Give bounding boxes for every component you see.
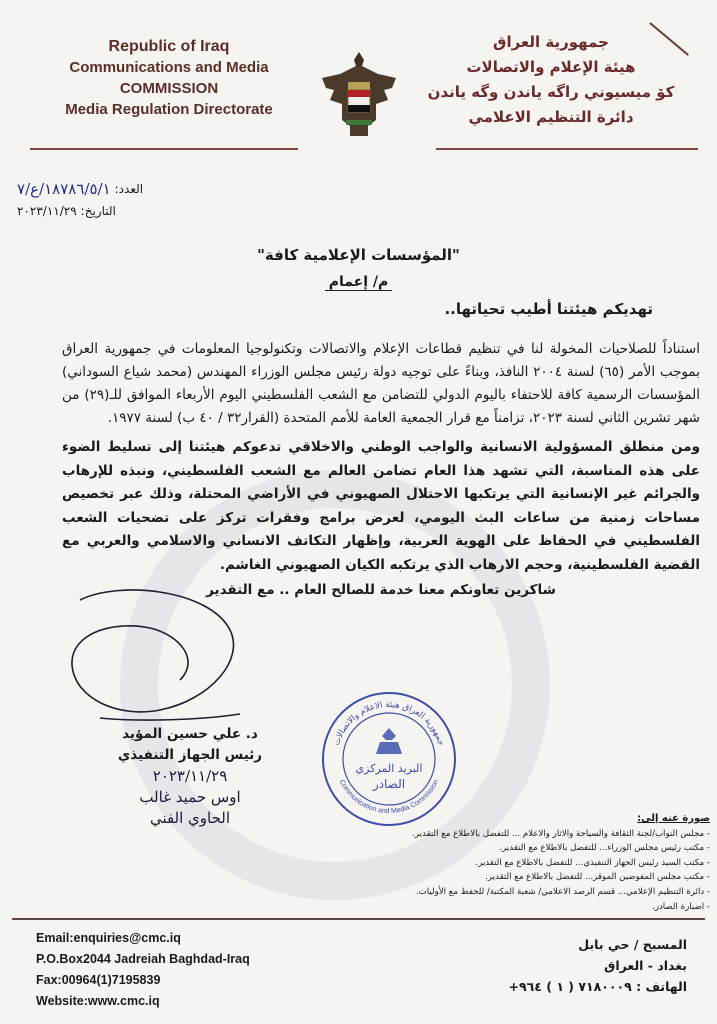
header-rule-right	[436, 148, 698, 150]
footer-po-box: P.O.Box2044 Jadreiah Baghdad-Iraq	[36, 952, 250, 966]
reference-number-row	[17, 178, 197, 200]
header-en-line-3: COMMISSION	[119, 80, 219, 97]
stamp-center-2: الصادر	[372, 777, 406, 791]
footer-fax: Fax:00964(1)7195839	[36, 973, 161, 987]
reference-date-row	[17, 200, 197, 222]
reference-block	[17, 178, 197, 222]
number-label: العدد:	[114, 182, 144, 196]
addressee: "المؤسسات الإعلامية كافة"	[257, 246, 460, 264]
copy-to-item: - مكتب مجلس المفوضين الموقر... للتفضل بالاطلاع مع التقدير.	[485, 872, 710, 883]
header-en-line-1: Republic of Iraq	[108, 38, 230, 55]
header-en-line-4: Media Regulation Directorate	[65, 101, 273, 118]
copy-to-title: صورة عنه إلى:	[637, 813, 710, 824]
header-ar-line-4: دائرة التنظيم الاعلامي	[468, 108, 634, 126]
handwritten-date: ٢٠٢٣/١١/٢٩	[152, 767, 228, 785]
header-en-line-2: Communications and Media	[69, 59, 269, 76]
copy-to-item: - مكتب السيد رئيس الجهاز التنفيذي... للتفضل بالاطلاع مع التقدير.	[475, 857, 710, 868]
signature-scribble-icon	[60, 580, 250, 730]
signatory-title: رئيس الجهاز التنفيذي	[117, 747, 263, 763]
copy-to-item: - اضبارة الصادر.	[652, 901, 710, 912]
footer-english	[36, 928, 250, 1012]
header-arabic	[411, 30, 691, 130]
outgoing-stamp-icon	[320, 690, 458, 828]
footer-rule	[12, 918, 705, 920]
copy-to-list	[212, 812, 710, 914]
stamp-ring-bottom: Communication and Media Commission	[337, 778, 441, 816]
footer-arabic	[509, 934, 687, 997]
footer-phone: الهاتف : ٧١٨٠٠٠٩ ( ١ ) ٩٦٤+	[508, 979, 687, 994]
greeting: تهديكم هيئتنا أطيب تحياتها..	[444, 300, 653, 318]
copy-to-item: - دائرة التنظيم الإعلامي... قسم الرصد الاعلامي/ شعبة المكتبة/ للحفظ مع الأوليات.	[415, 886, 710, 897]
eagle-emblem-icon	[318, 44, 400, 144]
header-ar-line-2: هيئة الإعلام والاتصالات	[466, 58, 636, 76]
footer-address-line-2: بغداد - العراق	[604, 958, 687, 973]
footer-address-line-1: المسبح / حي بابل	[578, 937, 687, 952]
subject-text: م/ إعمام	[325, 274, 393, 291]
stamp-center-1: البريد المركزي	[355, 762, 423, 775]
header-ar-line-1: جمهورية العراق	[493, 33, 609, 51]
header-ar-line-3: كۆ ميسيوني راگه ياندن وگه ياندن	[427, 83, 675, 101]
copy-to-item: - مجلس النواب/لجنة الثقافة والسياحة والاثار والاعلام ... للتفضل بالاطلاع مع التقدير.	[412, 828, 710, 839]
copy-to-item: - مكتب رئيس مجلس الوزراء... للتفضل بالاطلاع مع التقدير.	[499, 843, 710, 854]
signatory-name: د. علي حسين المؤيد	[122, 726, 258, 742]
handwritten-note-2: الحاوي الفني	[149, 809, 231, 827]
header-rule-left	[30, 148, 298, 150]
stamp-ring-top: جمهورية العراق هيئة الاعلام والاتصالات	[331, 699, 447, 747]
footer-email[interactable]: Email:enquiries@cmc.iq	[36, 931, 181, 945]
letter-body	[62, 338, 700, 602]
handwritten-note-1: اوس حميد غالب	[139, 788, 241, 806]
number-value: ١٨٧٨٦/٥/١/ع/٧	[17, 180, 111, 198]
paragraph-2: ومن منطلق المسؤولية الانسانية والواجب الوطني والاخلاقي تدعوكم هيئتنا إلى تسليط الضوء على هذه المناسبة، التي تشهد هذا العام تضامن العالم مع الشعب الفلسطيني، ونبذه للإرهاب والجرائم غير الإنسانية التي يرتكبها الاحتلال الصهيوني في الأراضي المحتلة، وذلك عبر تخصيص مساحات زمنية من ساعات البث اليومي، لعرض برامج وفقرات تركز على تضحيات الشعب الفلسطيني في الحفاظ على الهوية العربية، وإظهار التكاتف الانساني والاسلامي والعربي مع القضية الفلسطينية، وحجم الارهاب الذي يرتكبه الكيان الصهيوني الغاشم.	[62, 439, 700, 573]
paragraph-1: استناداً للصلاحيات المخولة لنا في تنظيم قطاعات الإعلام والاتصالات وتكنولوجيا المعلومات في جمهورية العراق بموجب الأمر (٦٥) لسنة ٢٠٠٤ النافذ، وبناءً على توجيه دولة رئيس مجلس الوزراء المهندس (محمد شياع السوداني) المؤسسات الرسمية كافة للاحتفاء باليوم الدولي للتضامن مع الشعب الفلسطيني اليوم الأربعاء الموافق للـ(٢٩) من شهر تشرين الثاني لسنة ٢٠٢٣، تزامناً مع قرار الجمعية العامة للأمم المتحدة (القرار٣٢ / ٤٠ ب) لسنة ١٩٧٧.	[62, 341, 700, 426]
date-label: التاريخ:	[80, 204, 116, 218]
footer-website[interactable]: Website:www.cmc.iq	[36, 994, 160, 1008]
paragraph-3: شاكرين تعاونكم معنا خدمة للصالح العام .. مع التقدير	[206, 582, 556, 598]
date-value: ٢٠٢٣/١١/٢٩	[17, 204, 77, 218]
header-english	[34, 36, 304, 120]
subject-line	[0, 274, 717, 290]
